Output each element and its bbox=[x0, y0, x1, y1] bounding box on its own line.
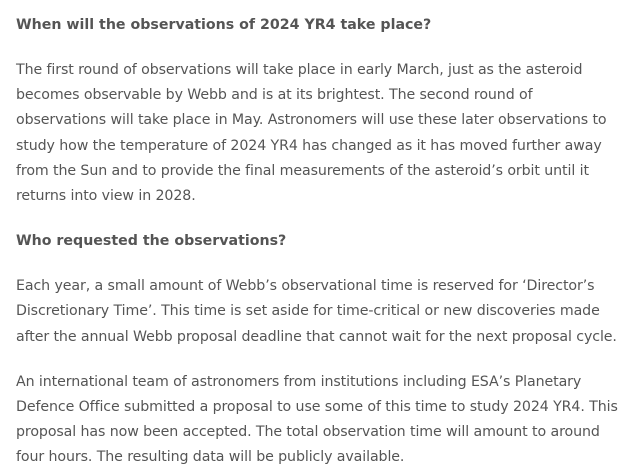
answer-paragraph-proposal: An international team of astronomers from institutions including ESA’s Planetary Defence Office submitted a proposal to use some of this time to study 2024 YR4. This proposal has now been accepted. The total observation time will amount to around four hours. The resulting data will be publicly available. bbox=[16, 373, 618, 466]
answer-paragraph-observations-timing: The first round of observations will take place in early March, just as the asteroid becomes observable by Webb and is at its brightest. The second round of observations will take place in May. Astronomers will use these later observations to study how the temperature of 2024 YR4 has changed as it has moved further away from the Sun and to provide the final measurements of the asteroid’s orbit until it returns into view in 2028. bbox=[16, 62, 607, 205]
question-heading-observations-timing: When will the observations of 2024 YR4 take place? bbox=[16, 17, 432, 33]
answer-paragraph-discretionary-time: Each year, a small amount of Webb’s observational time is reserved for ‘Director’s Discretionary Time’. This time is set aside for time-critical or new discoveries made after the annual Webb proposal deadline that cannot wait for the next proposal cycle. bbox=[16, 278, 617, 345]
question-heading-requested-by: Who requested the observations? bbox=[16, 233, 287, 250]
